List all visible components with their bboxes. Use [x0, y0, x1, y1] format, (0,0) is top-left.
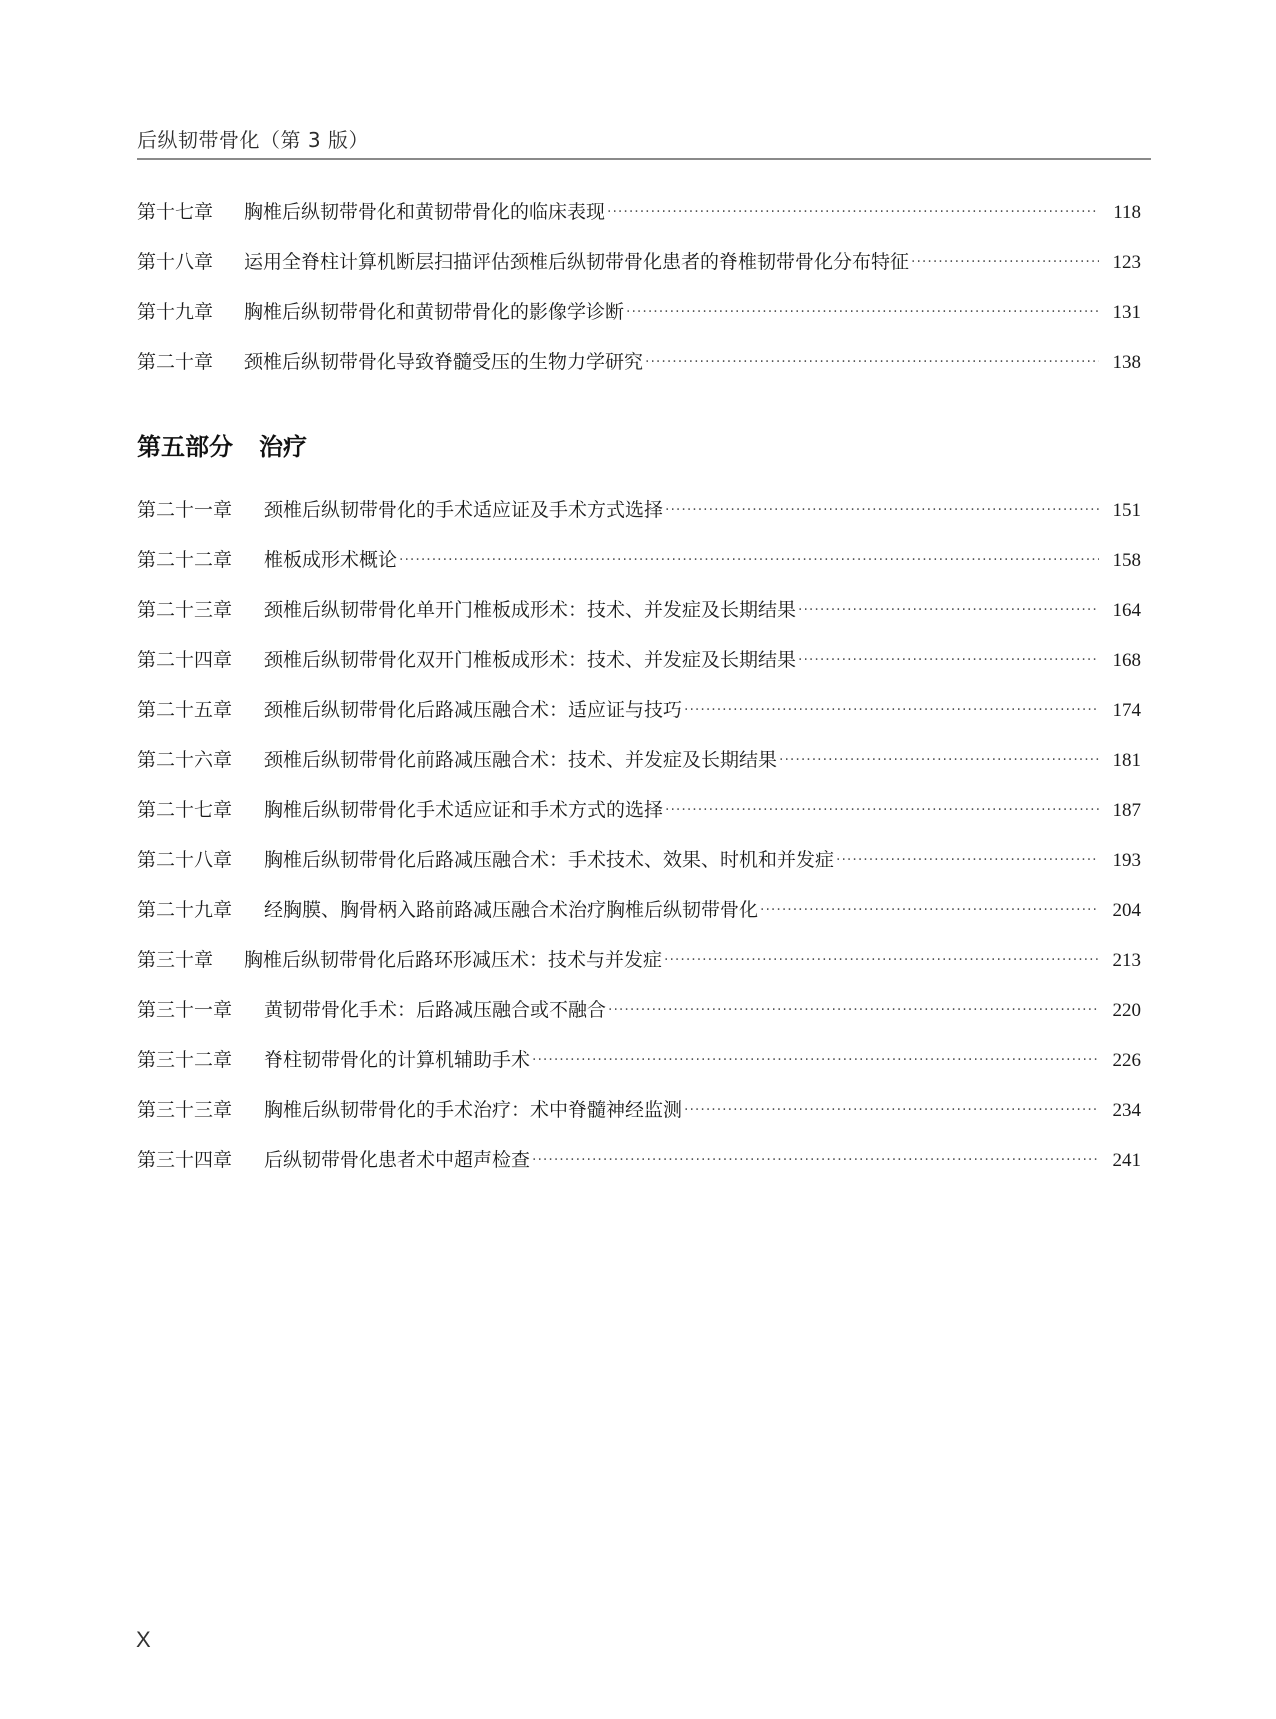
- dot-leader: [684, 1095, 1099, 1125]
- chapter-number: 第二十三章: [137, 599, 233, 621]
- toc-entry[interactable]: [137, 745, 1141, 775]
- chapter-number: 第十七章: [137, 201, 214, 223]
- chapter-number: 第二十章: [137, 351, 214, 373]
- dot-leader: [665, 795, 1099, 825]
- chapter-title: 脊柱韧带骨化的计算机辅助手术: [264, 1049, 531, 1071]
- chapter-title: 颈椎后纵韧带骨化的手术适应证及手术方式选择: [264, 499, 664, 521]
- toc-entry[interactable]: [137, 1045, 1141, 1075]
- chapter-title: 胸椎后纵韧带骨化和黄韧带骨化的临床表现: [244, 201, 606, 223]
- chapter-title: 颈椎后纵韧带骨化前路减压融合术：技术、并发症及长期结果: [264, 749, 778, 771]
- dot-leader: [760, 895, 1099, 925]
- dot-leader: [798, 595, 1099, 625]
- dot-leader: [665, 495, 1099, 525]
- chapter-title: 颈椎后纵韧带骨化单开门椎板成形术：技术、并发症及长期结果: [264, 599, 797, 621]
- chapter-title: 椎板成形术概论: [264, 549, 398, 571]
- chapter-number: 第三十三章: [137, 1099, 233, 1121]
- page-number: 187: [1112, 800, 1141, 821]
- chapter-number: 第二十六章: [137, 749, 233, 771]
- page-number: 131: [1112, 302, 1141, 323]
- chapter-number: 第二十八章: [137, 849, 233, 871]
- running-header: 后纵韧带骨化（第 3 版）: [137, 128, 369, 152]
- chapter-number: 第二十九章: [137, 899, 233, 921]
- toc-entry[interactable]: [137, 595, 1141, 625]
- chapter-title: 胸椎后纵韧带骨化后路减压融合术：手术技术、效果、时机和并发症: [264, 849, 835, 871]
- chapter-number: 第十八章: [137, 251, 214, 273]
- page-folio: X: [136, 1627, 151, 1652]
- chapter-title: 后纵韧带骨化患者术中超声检查: [264, 1149, 531, 1171]
- dot-leader: [798, 645, 1099, 675]
- dot-leader: [626, 297, 1099, 327]
- toc-entry[interactable]: [137, 995, 1141, 1025]
- chapter-title: 胸椎后纵韧带骨化和黄韧带骨化的影像学诊断: [244, 301, 625, 323]
- part-heading: [137, 427, 307, 462]
- page-number: 241: [1112, 1150, 1141, 1171]
- chapter-title: 胸椎后纵韧带骨化后路环形减压术：技术与并发症: [244, 949, 663, 971]
- toc-entry[interactable]: [137, 545, 1141, 575]
- chapter-title: 颈椎后纵韧带骨化后路减压融合术：适应证与技巧: [264, 699, 683, 721]
- dot-leader: [607, 197, 1099, 227]
- dot-leader: [664, 945, 1099, 975]
- toc-entry[interactable]: [137, 247, 1141, 277]
- dot-leader: [608, 995, 1099, 1025]
- page-number: 226: [1112, 1050, 1141, 1071]
- toc-entry[interactable]: [137, 495, 1141, 525]
- dot-leader: [684, 695, 1099, 725]
- page-number: 193: [1112, 850, 1141, 871]
- chapter-title: 运用全脊柱计算机断层扫描评估颈椎后纵韧带骨化患者的脊椎韧带骨化分布特征: [244, 251, 910, 273]
- page-number: 220: [1112, 1000, 1141, 1021]
- page-number: 181: [1112, 750, 1141, 771]
- header-rule: [137, 158, 1151, 160]
- page-number: 123: [1112, 252, 1141, 273]
- chapter-number: 第二十二章: [137, 549, 233, 571]
- page-number: 151: [1112, 500, 1141, 521]
- chapter-title: 颈椎后纵韧带骨化双开门椎板成形术：技术、并发症及长期结果: [264, 649, 797, 671]
- dot-leader: [532, 1145, 1099, 1175]
- chapter-number: 第三十章: [137, 949, 214, 971]
- toc-entry[interactable]: [137, 1145, 1141, 1175]
- part-label: 第五部分: [137, 433, 233, 461]
- page-number: 174: [1112, 700, 1141, 721]
- chapter-title: 经胸膜、胸骨柄入路前路减压融合术治疗胸椎后纵韧带骨化: [264, 899, 759, 921]
- page-number: 158: [1112, 550, 1141, 571]
- chapter-title: 黄韧带骨化手术：后路减压融合或不融合: [264, 999, 607, 1021]
- dot-leader: [399, 545, 1099, 575]
- chapter-number: 第三十四章: [137, 1149, 233, 1171]
- chapter-title: 颈椎后纵韧带骨化导致脊髓受压的生物力学研究: [244, 351, 644, 373]
- toc-entry[interactable]: [137, 945, 1141, 975]
- part-title: 治疗: [259, 433, 307, 461]
- chapter-number: 第二十一章: [137, 499, 233, 521]
- chapter-number: 第二十七章: [137, 799, 233, 821]
- page-number: 118: [1113, 202, 1141, 223]
- toc-entry[interactable]: [137, 895, 1141, 925]
- toc-entry[interactable]: [137, 795, 1141, 825]
- toc-entry[interactable]: [137, 645, 1141, 675]
- toc-entry[interactable]: [137, 297, 1141, 327]
- page-number: 234: [1112, 1100, 1141, 1121]
- page-number: 204: [1112, 900, 1141, 921]
- chapter-number: 第二十四章: [137, 649, 233, 671]
- toc-entry[interactable]: [137, 347, 1141, 377]
- chapter-title: 胸椎后纵韧带骨化的手术治疗：术中脊髓神经监测: [264, 1099, 683, 1121]
- toc-entry[interactable]: [137, 695, 1141, 725]
- dot-leader: [779, 745, 1099, 775]
- chapter-number: 第二十五章: [137, 699, 233, 721]
- toc-entry[interactable]: [137, 845, 1141, 875]
- dot-leader: [836, 845, 1099, 875]
- dot-leader: [532, 1045, 1099, 1075]
- page-number: 168: [1112, 650, 1141, 671]
- page-number: 164: [1112, 600, 1141, 621]
- toc-entry[interactable]: [137, 1095, 1141, 1125]
- chapter-title: 胸椎后纵韧带骨化手术适应证和手术方式的选择: [264, 799, 664, 821]
- toc-entry[interactable]: [137, 197, 1141, 227]
- dot-leader: [645, 347, 1099, 377]
- dot-leader: [911, 247, 1099, 277]
- chapter-number: 第十九章: [137, 301, 214, 323]
- chapter-number: 第三十一章: [137, 999, 233, 1021]
- page-number: 138: [1112, 352, 1141, 373]
- page-number: 213: [1112, 950, 1141, 971]
- chapter-number: 第三十二章: [137, 1049, 233, 1071]
